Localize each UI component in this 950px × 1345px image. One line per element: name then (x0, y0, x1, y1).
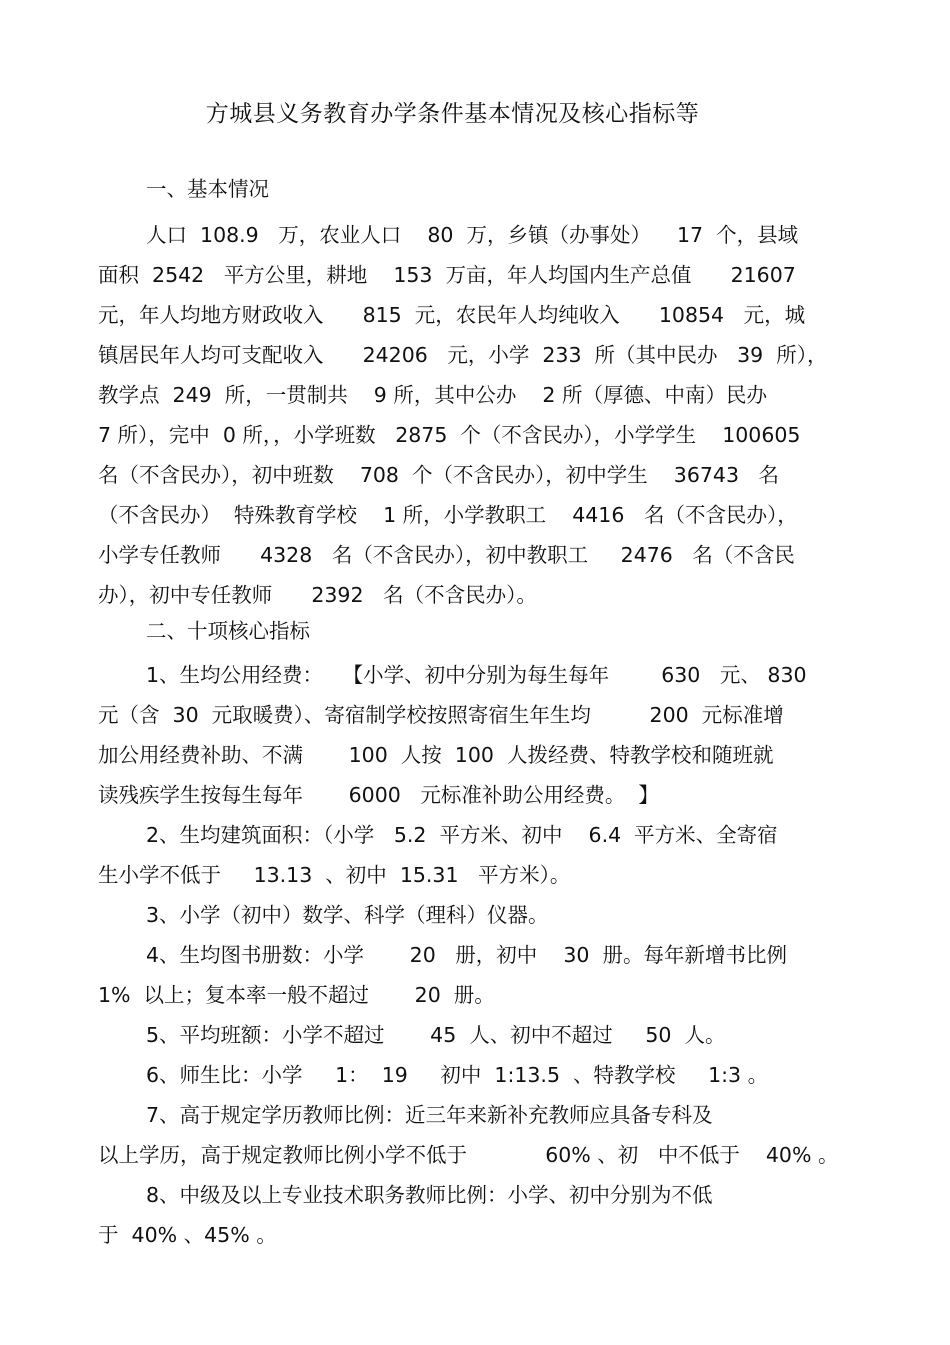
indicator-line: 1、生均公用经费： 【小学、初中分别为每生每年 630 元、 830 (146, 663, 807, 687)
indicator-line: 元（含 30 元取暖费）、寄宿制学校按照寄宿生年生均 200 元标准增 (98, 703, 784, 727)
indicator-line: 2、生均建筑面积：（小学 5.2 平方米、初中 6.4 平方米、全寄宿 (146, 823, 778, 847)
paragraph-line: 7 所），完中 0 所，，小学班数 2875 个（不含民办），小学学生 100605 (98, 423, 801, 447)
indicator-line: 生小学不低于 13.13 、初中 15.31 平方米）。 (98, 863, 571, 887)
paragraph-line: 人口 108.9 万，农业人口 80 万，乡镇（办事处） 17 个，县域 (146, 223, 799, 247)
indicator-line: 3、小学（初中）数学、科学（理科）仪器。 (146, 903, 549, 927)
indicator-line: 1% 以上；复本率一般不超过 20 册。 (98, 983, 495, 1007)
paragraph-line: 面积 2542 平方公里，耕地 153 万亩，年人均国内生产总值 21607 (98, 263, 796, 287)
paragraph-line: 办），初中专任教师 2392 名（不含民办）。 (98, 583, 537, 607)
paragraph-line: 名（不含民办），初中班数 708 个（不含民办），初中学生 36743 名 (98, 463, 780, 487)
indicator-line: 以上学历，高于规定教师比例小学不低于 60% 、初 中不低于 40% 。 (98, 1143, 839, 1167)
indicator-line: 7、高于规定学历教师比例：近三年来新补充教师应具备专科及 (146, 1103, 713, 1127)
indicator-line: 4、生均图书册数：小学 20 册，初中 30 册。每年新增书比例 (146, 943, 787, 967)
indicator-line: 8、中级及以上专业技术职务教师比例：小学、初中分别为不低 (146, 1183, 713, 1207)
paragraph-line: （不含民办） 特殊教育学校 1 所，小学教职工 4416 名（不含民办）， (98, 503, 798, 527)
indicator-line: 6、师生比：小学 1： 19 初中 1:13.5 、特教学校 1:3 。 (146, 1063, 769, 1087)
paragraph-line: 教学点 249 所，一贯制共 9 所，其中公办 2 所（厚德、中南）民办 (98, 383, 767, 407)
paragraph-line: 小学专任教师 4328 名（不含民办），初中教职工 2476 名（不含民 (98, 543, 795, 567)
section-heading-basic: 一、基本情况 (146, 177, 269, 201)
document-title: 方城县义务教育办学条件基本情况及核心指标等 (205, 101, 700, 127)
indicator-line: 读残疾学生按每生每年 6000 元标准补助公用经费。 】 (98, 783, 659, 807)
indicator-line: 5、平均班额：小学不超过 45 人、初中不超过 50 人。 (146, 1023, 726, 1047)
indicator-line: 加公用经费补助、不满 100 人按 100 人拨经费、特教学校和随班就 (98, 743, 774, 767)
section-heading-core-indicators: 二、十项核心指标 (146, 619, 310, 643)
indicator-line: 于 40% 、45% 。 (98, 1223, 277, 1247)
paragraph-line: 镇居民年人均可支配收入 24206 元，小学 233 所（其中民办 39 所）， (98, 343, 828, 367)
paragraph-line: 元，年人均地方财政收入 815 元，农民年人均纯收入 10854 元，城 (98, 303, 806, 327)
